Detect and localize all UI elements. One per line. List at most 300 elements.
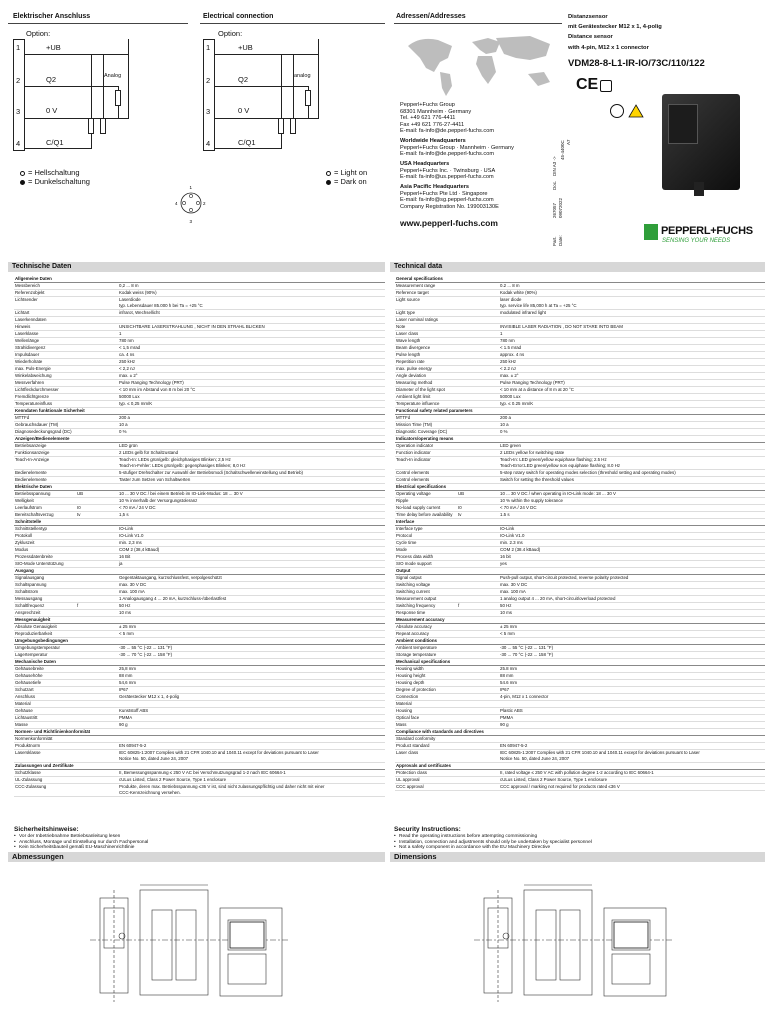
spec-value bbox=[499, 770, 765, 777]
spec-value bbox=[499, 547, 765, 554]
spec-row bbox=[395, 380, 765, 387]
spec-label: Betriebsspannung bbox=[14, 491, 76, 498]
spec-value bbox=[118, 310, 385, 317]
wire bbox=[25, 54, 128, 55]
spec-symbol bbox=[457, 610, 481, 617]
spec-value-line: PMMA bbox=[500, 715, 514, 721]
product-image bbox=[654, 82, 754, 200]
spec-row bbox=[395, 722, 765, 729]
spec-symbol bbox=[457, 317, 481, 324]
spec-label: UL-Zulassung bbox=[14, 777, 76, 784]
spec-value bbox=[118, 777, 385, 784]
spec-symbol bbox=[76, 317, 100, 324]
spec-label: SIO-Mode Unterstützung bbox=[14, 561, 76, 568]
spec-group-label: Normen- und Richtlinienkonformität bbox=[14, 729, 385, 736]
spec-value bbox=[118, 366, 385, 373]
spec-value bbox=[118, 652, 385, 659]
spec-value-line: IO-Link bbox=[119, 526, 134, 532]
spec-label: Degree of protection bbox=[395, 687, 457, 694]
spec-row bbox=[14, 283, 385, 290]
open-dot-icon bbox=[20, 171, 25, 176]
spec-value-line: Notice No. 50, dated June 24, 2007 bbox=[119, 756, 189, 762]
spec-label: Funktionsanzeige bbox=[14, 450, 76, 457]
spec-group-label: Zulassungen und Zertifikate bbox=[14, 763, 385, 770]
spec-symbol bbox=[457, 450, 481, 457]
spec-label: Temperature influence bbox=[395, 401, 457, 408]
spec-row bbox=[14, 722, 385, 729]
spec-value bbox=[499, 443, 765, 450]
spec-row bbox=[395, 687, 765, 694]
spec-label: Operating voltage bbox=[395, 491, 457, 498]
spec-value bbox=[118, 331, 385, 338]
spec-symbol bbox=[457, 554, 481, 561]
spec-label: CCC approval bbox=[395, 784, 457, 791]
spec-value bbox=[118, 722, 385, 729]
spec-symbol bbox=[76, 770, 100, 777]
spec-row bbox=[395, 498, 765, 505]
spec-value-line: < 5 mm bbox=[119, 631, 134, 637]
en-dimensions-title: Dimensions bbox=[390, 852, 765, 862]
spec-value-line: 0 % bbox=[500, 429, 508, 435]
spec-value-line: INVISIBLE LASER RADIATION , DO NOT STARE INTO BEAM bbox=[500, 324, 623, 330]
spec-label: Switching current bbox=[395, 589, 457, 596]
spec-group-label: Compliance with standards and directives bbox=[395, 729, 765, 736]
spec-group-header bbox=[395, 568, 765, 575]
wire bbox=[215, 86, 308, 87]
spec-symbol bbox=[76, 631, 100, 638]
spec-value bbox=[499, 477, 765, 484]
spec-value bbox=[499, 687, 765, 694]
spec-value-line: 10 a bbox=[500, 422, 509, 428]
spec-label: Betriebsanzeige bbox=[14, 443, 76, 450]
spec-value bbox=[118, 666, 385, 673]
spec-value bbox=[118, 352, 385, 359]
spec-label: Control elements bbox=[395, 470, 457, 477]
spec-group-header bbox=[14, 568, 385, 575]
spec-symbol bbox=[457, 777, 481, 784]
spec-value bbox=[118, 750, 385, 763]
spec-row bbox=[14, 582, 385, 589]
spec-value bbox=[499, 338, 765, 345]
spec-symbol bbox=[76, 457, 100, 470]
spec-symbol: f bbox=[457, 603, 481, 610]
spec-value bbox=[118, 596, 385, 603]
spec-group-label: Indicators/operating means bbox=[395, 436, 765, 443]
spec-value bbox=[118, 470, 385, 477]
spec-row bbox=[14, 547, 385, 554]
spec-value-line: 25.8 mm bbox=[500, 666, 518, 672]
spec-label: Repetition rate bbox=[395, 359, 457, 366]
spec-symbol bbox=[457, 624, 481, 631]
spec-row bbox=[14, 387, 385, 394]
spec-label: Diameter of the light spot bbox=[395, 387, 457, 394]
spec-value-line: Push-pull output, short-circuit protected, reverse polarity protected bbox=[500, 575, 629, 581]
spec-value bbox=[118, 373, 385, 380]
spec-group-label: Allgemeine Daten bbox=[14, 276, 385, 283]
spec-value bbox=[499, 394, 765, 401]
spec-row bbox=[395, 401, 765, 408]
spec-row bbox=[14, 715, 385, 722]
en-connection-title: Electrical connection bbox=[203, 13, 274, 20]
spec-row bbox=[395, 345, 765, 352]
de-analog-resistor bbox=[115, 90, 121, 106]
en-tech-title: Technical data bbox=[390, 262, 765, 272]
en-pin-2: 2 bbox=[206, 76, 211, 85]
spec-symbol bbox=[457, 457, 481, 470]
spec-value bbox=[499, 290, 765, 297]
spec-row bbox=[395, 673, 765, 680]
spec-row bbox=[395, 603, 765, 610]
spec-value-line: < 10 mm at a distance of 8 m at 20 °C bbox=[500, 387, 574, 393]
spec-label: Ambient temperature bbox=[395, 645, 457, 652]
spec-value bbox=[499, 603, 765, 610]
spec-row bbox=[14, 401, 385, 408]
filled-dot-icon bbox=[20, 180, 25, 185]
spec-symbol bbox=[76, 736, 100, 743]
spec-label: Operation indicator bbox=[395, 443, 457, 450]
connector-pin-label: 2 bbox=[203, 201, 206, 206]
spec-row bbox=[395, 589, 765, 596]
spec-value-line: 2 LEDs gelb für Schaltzustand bbox=[119, 450, 179, 456]
spec-row bbox=[395, 338, 765, 345]
spec-value bbox=[499, 680, 765, 687]
spec-value-line: IO-Link V1.0 bbox=[119, 533, 144, 539]
spec-value-line: typ. ≤ 0.25 mm/K bbox=[500, 401, 534, 407]
spec-row bbox=[395, 491, 765, 498]
spec-symbol bbox=[76, 429, 100, 436]
spec-value bbox=[499, 429, 765, 436]
spec-row bbox=[395, 324, 765, 331]
en-analog-label: analog bbox=[294, 73, 311, 79]
spec-value-line: Switch for setting the threshold values bbox=[500, 477, 574, 483]
spec-symbol bbox=[457, 673, 481, 680]
spec-value bbox=[118, 624, 385, 631]
spec-row bbox=[14, 359, 385, 366]
spec-row bbox=[14, 338, 385, 345]
spec-row bbox=[14, 512, 385, 519]
wire bbox=[215, 118, 318, 119]
spec-value bbox=[118, 694, 385, 701]
spec-value-line: Teach-In-Fehler: LEDs grün/gelb: gegenphasiges Blinken; 8,0 Hz bbox=[119, 463, 246, 469]
spec-symbol bbox=[76, 443, 100, 450]
spec-value bbox=[118, 338, 385, 345]
spec-value-line: 16 Bit bbox=[119, 554, 131, 560]
spec-symbol bbox=[457, 394, 481, 401]
spec-value-line: EN 60947-5-2 bbox=[500, 743, 528, 749]
spec-symbol bbox=[76, 652, 100, 659]
spec-label: Wiederholrate bbox=[14, 359, 76, 366]
spec-value-line: Pulse Ranging Technology (PRT) bbox=[119, 380, 184, 386]
spec-symbol bbox=[76, 596, 100, 603]
spec-symbol bbox=[457, 331, 481, 338]
spec-value bbox=[499, 701, 765, 708]
spec-symbol bbox=[457, 715, 481, 722]
spec-label: Lichtart bbox=[14, 310, 76, 317]
spec-label: Laser class bbox=[395, 331, 457, 338]
en-pin-block bbox=[203, 39, 215, 151]
spec-row bbox=[14, 770, 385, 777]
spec-value bbox=[118, 415, 385, 422]
spec-value bbox=[499, 673, 765, 680]
spec-label: Temperatureinfluss bbox=[14, 401, 76, 408]
spec-symbol bbox=[76, 743, 100, 750]
spec-symbol bbox=[76, 673, 100, 680]
spec-value-line: 50 Hz bbox=[119, 603, 131, 609]
spec-label: Diagnosedeckungsgrad (DC) bbox=[14, 429, 76, 436]
spec-value bbox=[499, 582, 765, 589]
spec-value bbox=[499, 631, 765, 638]
spec-symbol bbox=[457, 708, 481, 715]
spec-symbol bbox=[457, 784, 481, 791]
spec-value bbox=[499, 345, 765, 352]
spec-label: MTTFd bbox=[395, 415, 457, 422]
spec-symbol bbox=[457, 596, 481, 603]
spec-label: Lichtfleckdurchmesser bbox=[14, 387, 76, 394]
spec-symbol bbox=[76, 694, 100, 701]
en-pin-4-label: C/Q1 bbox=[238, 138, 256, 147]
spec-group-header bbox=[14, 519, 385, 526]
spec-label: Housing depth bbox=[395, 680, 457, 687]
spec-symbol bbox=[76, 345, 100, 352]
spec-value-line: Gegentaktausgang, kurzschlussfest, verpolgeschützt bbox=[119, 575, 222, 581]
wire bbox=[103, 54, 104, 118]
spec-row bbox=[395, 477, 765, 484]
spec-row bbox=[395, 777, 765, 784]
spec-symbol bbox=[457, 666, 481, 673]
spec-value bbox=[118, 345, 385, 352]
spec-symbol: tv bbox=[457, 512, 481, 519]
spec-row bbox=[395, 715, 765, 722]
spec-symbol bbox=[76, 561, 100, 568]
spec-value-line: < 70 mA / 24 V DC bbox=[119, 505, 156, 511]
spec-value-line: Teach-Error:LED green/yellow non equiphase flashing; 8.0 Hz bbox=[500, 463, 621, 469]
spec-value-line: 16 bit bbox=[500, 554, 511, 560]
part-label: Part. bbox=[552, 236, 557, 246]
spec-symbol bbox=[457, 477, 481, 484]
spec-row bbox=[395, 547, 765, 554]
spec-row bbox=[395, 708, 765, 715]
wire bbox=[281, 54, 282, 149]
en-pin-2-label: Q2 bbox=[238, 75, 249, 84]
spec-row bbox=[14, 680, 385, 687]
divider bbox=[200, 23, 385, 24]
spec-value bbox=[118, 784, 385, 797]
spec-symbol bbox=[76, 477, 100, 484]
spec-value-line: 88 mm bbox=[500, 673, 514, 679]
spec-value-line: 5-stufiger Drehschalter zur Auswahl der Betriebsmodi (Schaltschwelleneinstellung und Betrieb) bbox=[119, 470, 304, 476]
spec-symbol bbox=[76, 422, 100, 429]
spec-value-line: -30 ... 55 °C (-22 ... 131 °F) bbox=[500, 645, 554, 651]
spec-value-line: CCC-Kennzeichnung versehen. bbox=[119, 790, 181, 796]
spec-row bbox=[14, 310, 385, 317]
address-mannheim: Pepperl+Fuchs Group 68301 Mannheim · Germany Tel. +49 621 776-4411 Fax +49 621 776-27-4411 E-mail: fa-info@de.pepperl-fuchs.com bbox=[400, 102, 494, 134]
spec-value-line: ± 25 mm bbox=[500, 624, 518, 630]
spec-label: Laserklasse bbox=[14, 331, 76, 338]
spec-symbol bbox=[76, 680, 100, 687]
spec-value-line: Kodak white (90%) bbox=[500, 290, 537, 296]
spec-row bbox=[395, 610, 765, 617]
spec-symbol bbox=[457, 533, 481, 540]
spec-value bbox=[118, 505, 385, 512]
spec-row bbox=[14, 443, 385, 450]
spec-row bbox=[14, 429, 385, 436]
spec-row bbox=[395, 512, 765, 519]
spec-label: Lichtaustritt bbox=[14, 715, 76, 722]
spec-value-line: EN 60947-5-2 bbox=[119, 743, 147, 749]
spec-symbol bbox=[76, 380, 100, 387]
spec-row bbox=[395, 283, 765, 290]
de-option-label: Option: bbox=[26, 29, 51, 38]
spec-value bbox=[499, 491, 765, 498]
spec-value bbox=[118, 589, 385, 596]
spec-row bbox=[14, 380, 385, 387]
spec-row bbox=[395, 554, 765, 561]
spec-label: Mission Time (TM) bbox=[395, 422, 457, 429]
spec-label: Modus bbox=[14, 547, 76, 554]
spec-row bbox=[395, 736, 765, 743]
brand-name: PEPPERL+FUCHS bbox=[661, 225, 753, 237]
wire bbox=[25, 118, 128, 119]
website-link[interactable]: www.pepperl-fuchs.com bbox=[400, 218, 498, 228]
spec-symbol bbox=[457, 352, 481, 359]
spec-label: Control elements bbox=[395, 477, 457, 484]
spec-row bbox=[14, 687, 385, 694]
spec-value-line: 1,5 s bbox=[119, 512, 129, 518]
spec-value bbox=[118, 561, 385, 568]
filled-dot-icon bbox=[326, 180, 331, 185]
spec-row bbox=[14, 457, 385, 470]
spec-row bbox=[14, 652, 385, 659]
spec-group-header bbox=[395, 763, 765, 770]
spec-value bbox=[118, 422, 385, 429]
spec-label: CCC-Zulassung bbox=[14, 784, 76, 797]
spec-value bbox=[499, 736, 765, 743]
spec-label: Ambient light limit bbox=[395, 394, 457, 401]
spec-symbol bbox=[76, 470, 100, 477]
spec-symbol bbox=[457, 631, 481, 638]
spec-value bbox=[499, 352, 765, 359]
spec-value bbox=[499, 533, 765, 540]
connector-pin-label: 1 bbox=[189, 185, 193, 190]
spec-value bbox=[499, 380, 765, 387]
spec-value bbox=[499, 359, 765, 366]
spec-value bbox=[118, 582, 385, 589]
de-pin-3: 3 bbox=[16, 107, 21, 116]
spec-symbol bbox=[457, 297, 481, 310]
spec-symbol bbox=[457, 359, 481, 366]
spec-value-line: 2 LEDs yellow for switching state bbox=[500, 450, 565, 456]
spec-value-line: 10 ms bbox=[119, 610, 131, 616]
spec-value-line: II, Bemessungsspannung ≤ 250 V AC bei Verschmutzungsgrad 1-2 nach IEC 60664-1 bbox=[119, 770, 286, 776]
de-analog-label: Analog bbox=[104, 73, 122, 79]
spec-value bbox=[118, 394, 385, 401]
spec-row bbox=[14, 596, 385, 603]
spec-symbol bbox=[76, 610, 100, 617]
spec-value-line: 780 nm bbox=[500, 338, 515, 344]
spec-label: Laserkenndaten bbox=[14, 317, 76, 324]
spec-label: Reference target bbox=[395, 290, 457, 297]
spec-value bbox=[499, 554, 765, 561]
de-pin-4: 4 bbox=[16, 139, 21, 148]
spec-symbol bbox=[457, 338, 481, 345]
connector-pin-label: 3 bbox=[189, 219, 193, 224]
spec-value-line: 90 g bbox=[119, 722, 128, 728]
spec-symbol bbox=[457, 582, 481, 589]
spec-symbol bbox=[457, 743, 481, 750]
spec-row bbox=[14, 750, 385, 763]
spec-symbol bbox=[76, 589, 100, 596]
spec-row bbox=[395, 680, 765, 687]
spec-value-line: laser diode bbox=[500, 297, 522, 303]
spec-value-line: IP67 bbox=[500, 687, 510, 693]
de-tech-title: Technische Daten bbox=[8, 262, 385, 272]
spec-symbol bbox=[76, 373, 100, 380]
spec-value bbox=[499, 457, 765, 470]
spec-value-line: 1 bbox=[500, 331, 503, 337]
spec-row bbox=[395, 540, 765, 547]
spec-value bbox=[118, 631, 385, 638]
spec-label: Absolute accuracy bbox=[395, 624, 457, 631]
spec-row bbox=[14, 498, 385, 505]
spec-symbol bbox=[457, 283, 481, 290]
date-label: Date: bbox=[558, 235, 563, 246]
spec-symbol bbox=[457, 589, 481, 596]
spec-symbol bbox=[76, 415, 100, 422]
spec-value-line: PMMA bbox=[119, 715, 133, 721]
spec-value bbox=[118, 498, 385, 505]
spec-symbol bbox=[76, 715, 100, 722]
spec-value-line: 10 % within the supply tolerance bbox=[500, 498, 563, 504]
spec-value bbox=[499, 652, 765, 659]
spec-label: UL approval bbox=[395, 777, 457, 784]
spec-label: Response time bbox=[395, 610, 457, 617]
spec-group-header bbox=[395, 729, 765, 736]
spec-label: Zykluszeit bbox=[14, 540, 76, 547]
spec-value-line: LED grün bbox=[119, 443, 138, 449]
spec-label: Signalausgang bbox=[14, 575, 76, 582]
address-worldwide: Worldwide Headquarters Pepperl+Fuchs Group · Mannheim · Germany E-mail: fa-info@de.pepperl-fuchs.com bbox=[400, 138, 514, 157]
cul-us-icon bbox=[610, 104, 624, 118]
spec-row bbox=[14, 317, 385, 324]
spec-label: Umgebungstemperatur bbox=[14, 645, 76, 652]
spec-value-line: Laserdiode bbox=[119, 297, 141, 303]
en-dimension-drawing bbox=[464, 880, 684, 1010]
spec-symbol bbox=[76, 547, 100, 554]
spec-value-line: Plastic ABS bbox=[500, 708, 523, 714]
spec-value bbox=[499, 297, 765, 310]
spec-group-header bbox=[14, 659, 385, 666]
part-number: 267057 bbox=[552, 202, 557, 218]
spec-value bbox=[118, 736, 385, 743]
spec-row bbox=[395, 387, 765, 394]
spec-value-line: 10 a bbox=[119, 422, 128, 428]
spec-value-line: cULus Listed, Class 2 Power Source, Type 1 enclosure bbox=[500, 777, 608, 783]
spec-group-header bbox=[395, 617, 765, 624]
spec-symbol bbox=[76, 310, 100, 317]
en-pin-1-label: +UB bbox=[238, 43, 253, 52]
spec-group-label: Ausgang bbox=[14, 568, 385, 575]
de-pin-block bbox=[13, 39, 25, 151]
de-spec-table bbox=[14, 276, 385, 797]
spec-label: Interface type bbox=[395, 526, 457, 533]
spec-value bbox=[118, 610, 385, 617]
spec-row bbox=[395, 666, 765, 673]
spec-label: Mode bbox=[395, 547, 457, 554]
spec-group-header bbox=[14, 484, 385, 491]
spec-label: Strahldivergenz bbox=[14, 345, 76, 352]
spec-row bbox=[14, 610, 385, 617]
spec-label: Time delay before availability bbox=[395, 512, 457, 519]
